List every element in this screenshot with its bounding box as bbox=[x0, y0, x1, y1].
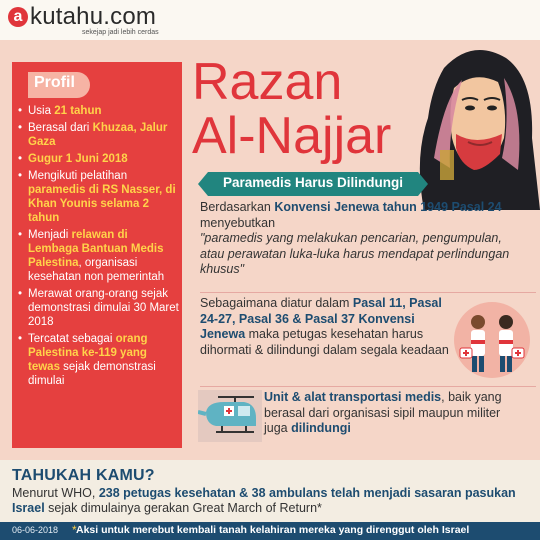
profile-item: • Merawat orang-orang sejak demonstrasi dimulai 30 Maret 2018 bbox=[18, 287, 180, 329]
articles-paragraph: Sebagaimana diatur dalam Pasal 11, Pasal 24-27, Pasal 36 & Pasal 37 Konvensi Jenewa maka petugas kesehatan harus dihormati & dilindungi dalam segala keadaan bbox=[200, 296, 449, 357]
banner-arrow-left bbox=[198, 172, 208, 196]
profile-list bbox=[18, 104, 180, 391]
logo-name[interactable]: kutahu.com bbox=[30, 3, 157, 30]
profile-item: • Tercatat sebagai orang Palestina ke-119 yang tewas sejak demonstrasi dimulai bbox=[18, 332, 180, 388]
convention-paragraph: Berdasarkan Konvensi Jenewa tahun 1949 Pasal 24 menyebutkan "paramedis yang melakukan pencarian, pengumpulan, atau perawatan luka-luka harus mendapat perlindungan khusus" bbox=[200, 200, 510, 276]
banner-text: Paramedis Harus Dilindungi bbox=[222, 175, 404, 190]
footnote-text: Aksi untuk merebut kembali tanah kelahiran mereka yang direnggut oleh Israel bbox=[76, 524, 470, 536]
did-you-know-text: Menurut WHO, 238 petugas kesehatan & 38 ambulans telah menjadi sasaran pasukan Israel sejak dimulainya gerakan Great March of Return* bbox=[12, 486, 516, 515]
page-title-first: Razan bbox=[192, 53, 343, 111]
footnote-star: * bbox=[72, 523, 77, 537]
profile-heading: Profil bbox=[34, 74, 75, 91]
profile-item: • Gugur 1 Juni 2018 bbox=[18, 152, 180, 166]
profile-item: • Menjadi relawan di Lembaga Bantuan Medis Palestina, organisasi kesehatan non pemerintah bbox=[18, 228, 180, 284]
profile-item: • Berasal dari Khuzaa, Jalur Gaza bbox=[18, 121, 180, 149]
banner-arrow-right bbox=[418, 172, 428, 196]
page-title-last: Al-Najjar bbox=[192, 107, 392, 165]
logo-mark[interactable]: a bbox=[8, 7, 28, 27]
divider bbox=[200, 292, 536, 293]
did-you-know-heading: TAHUKAH KAMU? bbox=[12, 467, 155, 484]
divider bbox=[200, 386, 536, 387]
transport-paragraph: Unit & alat transportasi medis, baik yang berasal dari organisasi sipil maupun militer juga dilindungi bbox=[264, 390, 502, 435]
helicopter-icon bbox=[198, 390, 262, 442]
profile-item: • Mengikuti pelatihan paramedis di RS Nasser, di Khan Younis selama 2 tahun bbox=[18, 169, 180, 225]
profile-item: • Usia 21 tahun bbox=[18, 104, 180, 118]
paramedics-icon bbox=[452, 298, 532, 382]
publish-date: 06-06-2018 bbox=[12, 525, 59, 535]
logo-tagline: sekejap jadi lebih cerdas bbox=[82, 29, 159, 36]
